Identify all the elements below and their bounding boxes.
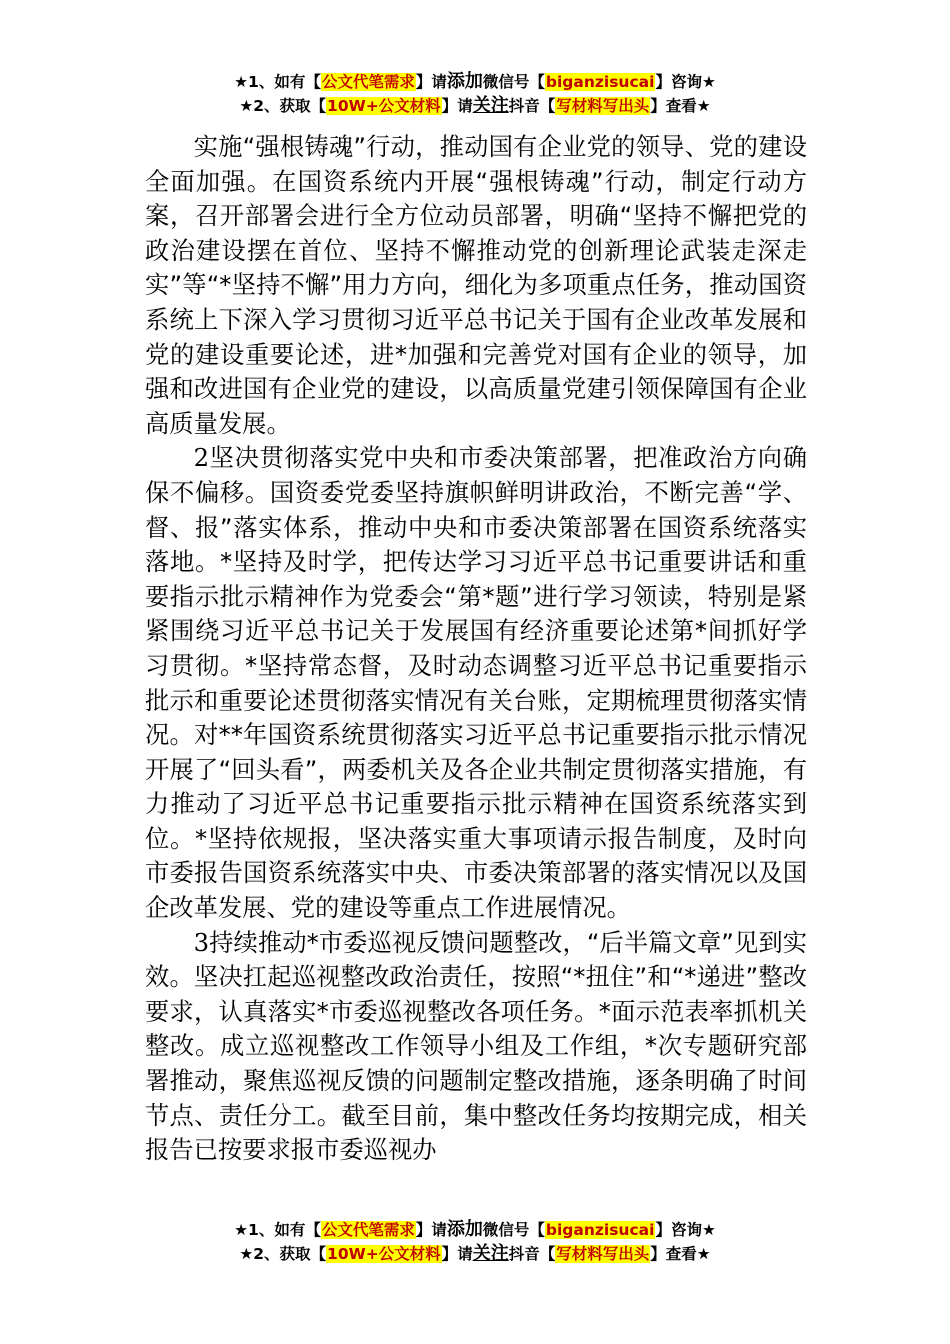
banner-text: 微信号【 (482, 1221, 545, 1239)
banner-text: ★2、获取【 (239, 1245, 327, 1263)
banner-highlight: 写材料写出头 (556, 97, 650, 115)
footer-banner (0, 1218, 950, 1266)
document-body (145, 130, 807, 1168)
banner-emphasis: 添加 (446, 1219, 483, 1240)
banner-line-1 (0, 1218, 950, 1242)
banner-line-1 (0, 70, 950, 94)
banner-highlight: 公文代笔需求 (321, 73, 415, 91)
paragraph-text: 持续推动*市委巡视反馈问题整改，“后半篇文章”见到实效。坚决扛起巡视整改政治责任，按照“*扭住”和“*递进”整改要求，认真落实*市委巡视整改各项任务。*面示范表率抓机关整改。成立巡视整改工作领导小组及工作组，*次专题研究部署推动，聚焦巡视反馈的问题制定整改措施，逐条明确了时间节点、责任分工。截至目前，集中整改任务均按期完成，相关报告已按要求报市委巡视办 (145, 927, 807, 1165)
paragraph-text: 坚决贯彻落实党中央和市委决策部署，把准政治方向确保不偏移。国资委党委坚持旗帜鲜明讲政治，不断完善“学、督、报”落实体系，推动中央和市委决策部署在国资系统落实落地。*坚持及时学，把传达学习习近平总书记重要讲话和重要指示批示精神作为党委会“第*题”进行学习领读，特别是紧紧围绕习近平总书记关于发展国有经济重要论述第*间抓好学习贯彻。*坚持常态督，及时动态调整习近平总书记重要指示批示和重要论述贯彻落实情况有关台账，定期梳理贯彻落实情况。对**年国资系统贯彻落实习近平总书记重要指示批示情况开展了“回头看”，两委机关及各企业共制定贯彻落实措施，有力推动了习近平总书记重要指示批示精神在国资系统落实到位。*坚持依规报，坚决落实重大事项请示报告制度，及时向市委报告国资系统落实中央、市委决策部署的落实情况以及国企改革发展、党的建设等重点工作进展情况。 (145, 443, 807, 923)
banner-emphasis: 关注 (472, 1243, 509, 1264)
banner-text: 抖音【 (508, 97, 556, 115)
banner-text: 微信号【 (482, 73, 545, 91)
banner-highlight: 公文代笔需求 (321, 1221, 415, 1239)
banner-highlight: 10W+公文材料 (327, 1245, 441, 1263)
banner-text: 】请 (441, 1245, 473, 1263)
banner-text: 】查看★ (650, 1245, 711, 1263)
banner-text: ★1、如有【 (234, 1221, 321, 1239)
paragraph (145, 130, 807, 441)
paragraph-number: 3 (193, 927, 210, 957)
banner-text: ★2、获取【 (239, 97, 327, 115)
banner-text: 】请 (441, 97, 473, 115)
banner-text: 】请 (415, 1221, 447, 1239)
banner-text: 】请 (415, 73, 447, 91)
banner-emphasis: 添加 (446, 71, 483, 92)
banner-text: 】咨询★ (655, 1221, 716, 1239)
banner-highlight: 10W+公文材料 (327, 97, 441, 115)
header-banner (0, 70, 950, 118)
banner-highlight: 写材料写出头 (556, 1245, 650, 1263)
banner-text: 抖音【 (508, 1245, 556, 1263)
banner-line-2 (0, 94, 950, 118)
paragraph-number: 2 (193, 443, 210, 473)
paragraph-text: 实施“强根铸魂”行动，推动国有企业党的领导、党的建设全面加强。在国资系统内开展“强根铸魂”行动，制定行动方案，召开部署会进行全方位动员部署，明确“坚持不懈把党的政治建设摆在首位、坚持不懈推动党的创新理论武装走深走实”等“*坚持不懈”用力方向，细化为多项重点任务，推动国资系统上下深入学习贯彻习近平总书记关于国有企业改革发展和党的建设重要论述，进*加强和完善党对国有企业的领导，加强和改进国有企业党的建设，以高质量党建引领保障国有企业高质量发展。 (145, 132, 807, 438)
banner-emphasis: 关注 (472, 95, 509, 116)
paragraph (145, 926, 807, 1168)
banner-highlight: biganzisucai (545, 73, 655, 91)
paragraph (145, 441, 807, 925)
banner-highlight: biganzisucai (545, 1221, 655, 1239)
banner-text: ★1、如有【 (234, 73, 321, 91)
banner-text: 】咨询★ (655, 73, 716, 91)
banner-line-2 (0, 1242, 950, 1266)
banner-text: 】查看★ (650, 97, 711, 115)
